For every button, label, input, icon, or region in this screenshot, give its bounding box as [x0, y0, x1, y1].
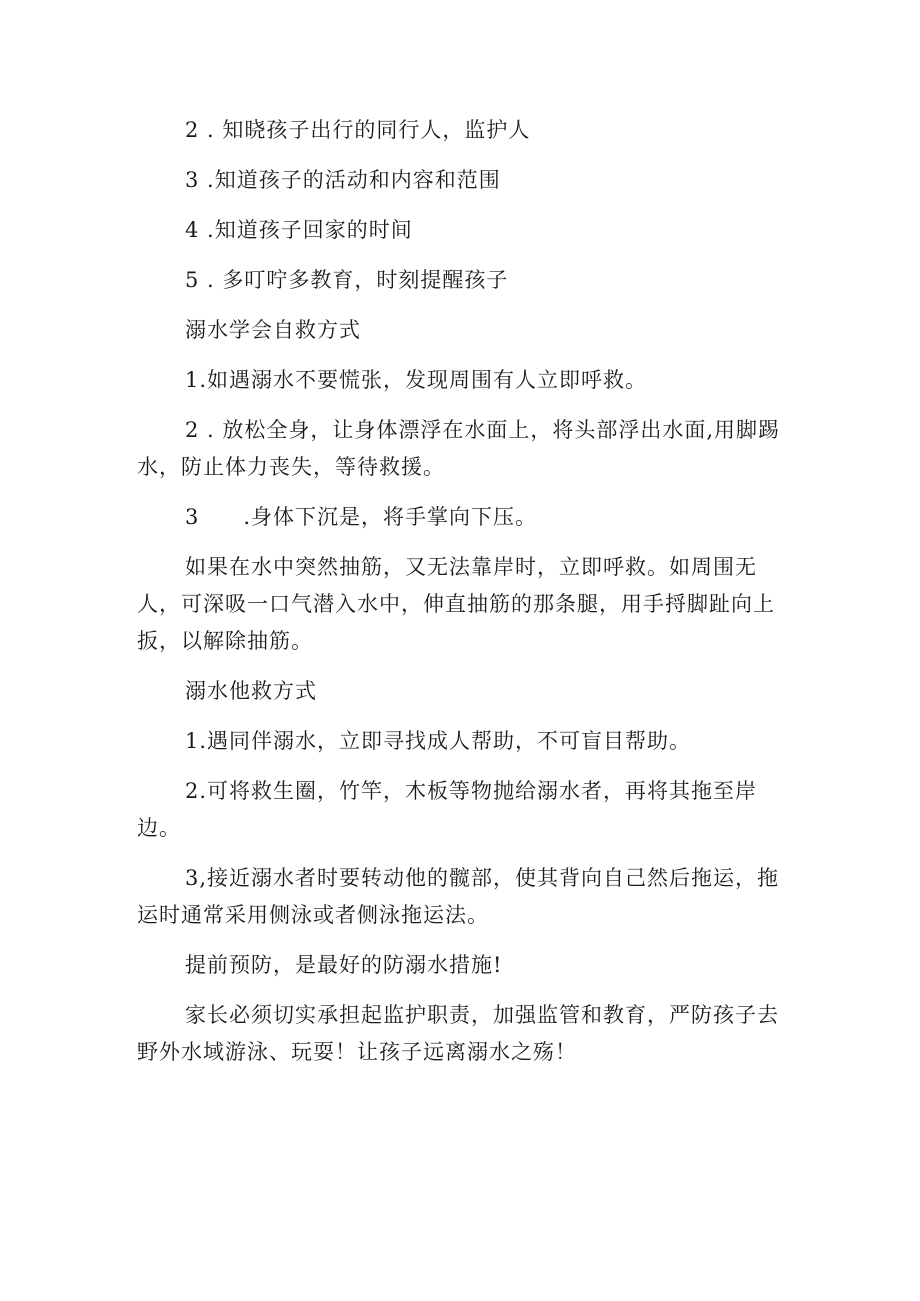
section-heading-self-rescue: 溺水学会自救方式 — [185, 318, 361, 342]
prevention-slogan: 提前预防，是最好的防溺水措施! — [185, 953, 503, 977]
paragraph-item-4: 4 .知道孩子回家的时间 — [185, 218, 413, 242]
paragraph-item-5: 5 . 多叮咛多教育，时刻提醒孩子 — [185, 268, 509, 292]
paragraph-item-3: 3 .知道孩子的活动和内容和范围 — [185, 168, 501, 192]
cramp-advice-paragraph: 如果在水中突然抽筋，又无法靠岸时，立即呼救。如周围无人，可深吸一口气潜入水中，伸直抽筋的那条腿，用手捋脚趾向上扳，以解除抽筋。 — [137, 555, 775, 653]
paragraph-item-2: 2 . 知晓孩子出行的同行人，监护人 — [185, 118, 531, 142]
self-rescue-step-2: 2 . 放松全身，让身体漂浮在水面上，将头部浮出水面,用脚踢水，防止体力丧失，等待救援。 — [137, 418, 781, 479]
section-heading-rescue-others: 溺水他救方式 — [185, 679, 317, 703]
self-rescue-step-3: 3 .身体下沉是，将手掌向下压。 — [185, 505, 538, 529]
document-body — [137, 112, 792, 1084]
rescue-others-step-1: 1.遇同伴溺水，立即寻找成人帮助，不可盲目帮助。 — [185, 729, 692, 753]
self-rescue-step-1: 1.如遇溺水不要慌张，发现周围有人立即呼救。 — [185, 368, 648, 392]
rescue-others-step-2: 2.可将救生圈，竹竿，木板等物抛给溺水者，再将其拖至岸边。 — [137, 779, 758, 840]
rescue-others-step-3: 3,接近溺水者时要转动他的髋部，使其背向自己然后拖运，拖运时通常采用侧泳或者侧泳拖运法。 — [137, 866, 780, 927]
parent-responsibility-paragraph: 家长必须切实承担起监护职责，加强监管和教育，严防孩子去野外水域游泳、玩耍！让孩子远离溺水之殇！ — [137, 1003, 779, 1064]
